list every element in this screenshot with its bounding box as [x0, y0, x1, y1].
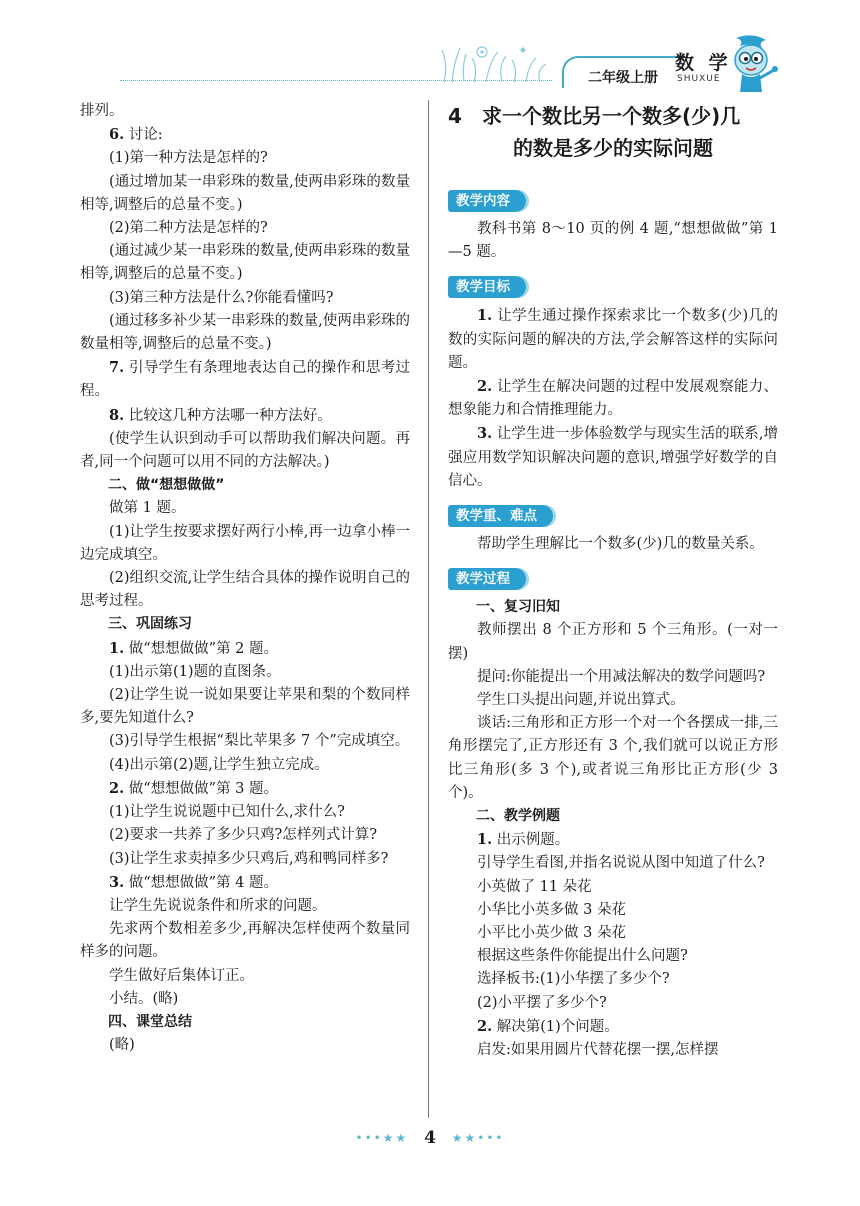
paragraph: (2)要求一共养了多少只鸡?怎样列式计算?: [109, 827, 378, 844]
item-number: 7.: [109, 359, 125, 377]
paragraph: 小英做了 11 朵花: [477, 878, 592, 895]
paragraph: (3)让学生求卖掉多少只鸡后,鸡和鸭同样多?: [109, 850, 389, 867]
paragraph: (使学生认识到动手可以帮助我们解决问题。再者,同一个问题可以用不同的方法解决。): [80, 430, 410, 471]
section-tag: 教学过程: [448, 568, 526, 590]
item-number: 2.: [477, 1017, 493, 1035]
paragraph: 启发:如果用圆片代替花摆一摆,怎样摆: [477, 1042, 719, 1059]
paragraph: 3. 做“想想做做”第 4 题。: [109, 873, 279, 891]
paragraph: 教师摆出 8 个正方形和 5 个三角形。(一对一摆): [448, 622, 778, 662]
section-tag: 教学目标: [448, 276, 526, 298]
item-number: 3.: [109, 873, 125, 891]
paragraph: (通过增加某一串彩珠的数量,使两串彩珠的数量相等,调整后的总量不变。): [80, 173, 410, 213]
paragraph: (1)第一种方法是怎样的?: [109, 150, 268, 167]
lesson-title: [448, 100, 778, 164]
paragraph: 选择板书:(1)小华摆了多少个?: [477, 971, 670, 988]
paragraph: (3)第三种方法是什么?你能看懂吗?: [109, 289, 334, 306]
section-tag-row: [448, 264, 778, 304]
section-tag-row: [448, 178, 778, 218]
paragraph: 小结。(略): [109, 990, 179, 1007]
lesson-title-line2: 的数是多少的实际问题: [513, 136, 713, 160]
page-number: 4: [424, 1128, 436, 1148]
paragraph: 排列。: [80, 103, 124, 119]
paragraph: (1)让学生按要求摆好两行小棒,再一边拿小棒一边完成填空。: [80, 523, 410, 563]
paragraph: 1. 出示例题。: [477, 831, 570, 849]
paragraph: 根据这些条件你能提出什么问题?: [477, 948, 688, 965]
section-heading: 一、复习旧知: [476, 599, 560, 616]
paragraph: (通过减少某一串彩珠的数量,使两串彩珠的数量相等,调整后的总量不变。): [80, 243, 410, 283]
paragraph: 提问:你能提出一个用减法解决的数学问题吗?: [477, 668, 766, 685]
paragraph: (2)小平摆了多少个?: [477, 994, 607, 1011]
paragraph: 引导学生看图,并指名说说从图中知道了什么?: [477, 855, 765, 872]
right-column-body: [448, 178, 778, 1062]
paragraph: (4)出示第(2)题,让学生独立完成。: [109, 756, 329, 773]
paragraph: 8. 比较这几种方法哪一种方法好。: [109, 406, 332, 424]
item-number: 3.: [477, 425, 493, 443]
item-number: 2.: [477, 378, 493, 396]
item-number: 1.: [477, 831, 493, 849]
section-tag-row: [448, 556, 778, 596]
section-heading: 四、课堂总结: [108, 1013, 192, 1030]
paragraph: 先求两个数相差多少,再解决怎样使两个数量同样多的问题。: [80, 921, 410, 961]
section-heading: 二、做“想想做做”: [108, 477, 225, 494]
subject-title: 数 学: [675, 52, 732, 74]
mascot-icon: [722, 34, 780, 96]
paragraph: (1)出示第(1)题的直图条。: [109, 663, 281, 680]
section-tag-row: [448, 493, 778, 533]
item-number: 6.: [109, 126, 125, 144]
paragraph: (2)组织交流,让学生结合具体的操作说明自己的思考过程。: [80, 570, 410, 610]
right-column: [448, 100, 778, 1062]
paragraph: 谈话:三角形和正方形一个对一个各摆成一排,三角形摆完了,正方形还有 3 个,我们就可以说正方形比三角形(多 3 个),或者说三角形比正方形(少 3 个)。: [448, 715, 778, 801]
column-divider: [428, 100, 429, 1118]
paragraph: 帮助学生理解比一个数多(少)几的数量关系。: [477, 536, 764, 553]
paragraph: 1. 让学生通过操作探索求比一个数多(少)几的数的实际问题的解决的方法,学会解答这样的实际问题。: [448, 307, 778, 371]
paragraph: (2)第二种方法是怎样的?: [109, 220, 268, 237]
paragraph: (3)引导学生根据“梨比苹果多 7 个”完成填空。: [109, 733, 410, 750]
paragraph: 2. 做“想想做做”第 3 题。: [109, 779, 279, 797]
subject-pinyin: SHUXUE: [677, 74, 721, 84]
paragraph: 教科书第 8～10 页的例 4 题,“想想做做”第 1—5 题。: [448, 221, 778, 261]
paragraph: 2. 解决第(1)个问题。: [477, 1017, 619, 1035]
paragraph: 1. 做“想想做做”第 2 题。: [109, 639, 279, 657]
paragraph: (1)让学生说说题中已知什么,求什么?: [109, 804, 345, 821]
section-heading: 二、教学例题: [476, 808, 560, 825]
paragraph: 学生做好后集体订正。: [109, 967, 254, 984]
item-number: 1.: [109, 639, 125, 657]
lesson-number: 4: [448, 104, 462, 128]
section-heading: 三、巩固练习: [108, 616, 192, 633]
item-number: 1.: [477, 307, 493, 325]
paragraph: 7. 引导学生有条理地表达自己的操作和思考过程。: [80, 359, 410, 400]
paragraph: (略): [109, 1037, 135, 1054]
paragraph: 小平比小英少做 3 朵花: [477, 925, 626, 942]
page-footer: [0, 1128, 860, 1148]
paragraph: 3. 让学生进一步体验数学与现实生活的联系,增强应用数学知识解决问题的意识,增强学好数学的自信心。: [448, 425, 778, 489]
paragraph: (2)让学生说一说如果要让苹果和梨的个数同样多,要先知道什么?: [80, 687, 410, 727]
lesson-title-line1: 求一个数比另一个数多(少)几: [482, 104, 741, 128]
grade-label: 二年级上册: [588, 70, 658, 86]
section-tag: 教学重、难点: [448, 505, 553, 527]
paragraph: 2. 让学生在解决问题的过程中发展观察能力、想象能力和合情推理能力。: [448, 378, 778, 419]
paragraph: 6. 讨论:: [109, 126, 163, 144]
item-number: 2.: [109, 779, 125, 797]
grass-decoration-icon: [436, 40, 556, 82]
paragraph: 学生口头提出问题,并说出算式。: [477, 692, 685, 709]
paragraph: (通过移多补少某一串彩珠的数量,使两串彩珠的数量相等,调整后的总量不变。): [80, 312, 410, 353]
paragraph: 让学生先说说条件和所求的问题。: [109, 897, 327, 914]
left-column: [80, 100, 410, 1057]
grade-badge: [562, 56, 692, 90]
section-tag: 教学内容: [448, 190, 526, 212]
footer-stars-left: •••★★: [355, 1131, 409, 1145]
footer-stars-right: ★★•••: [451, 1131, 505, 1145]
paragraph: 做第 1 题。: [109, 500, 186, 517]
item-number: 8.: [109, 406, 125, 424]
paragraph: 小华比小英多做 3 朵花: [477, 901, 626, 918]
